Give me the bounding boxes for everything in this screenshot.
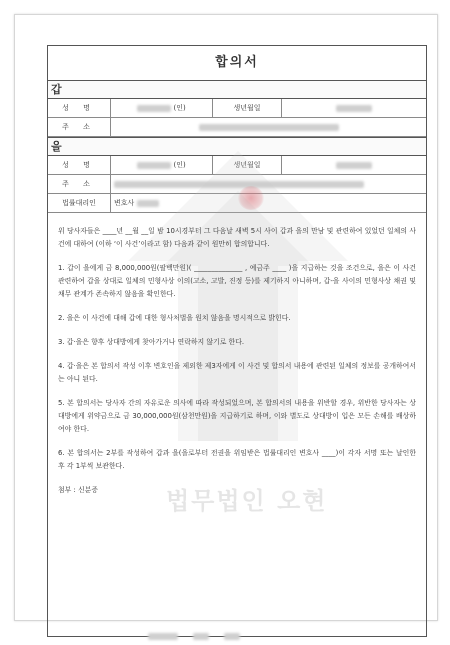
clause-2: 2. 을은 이 사건에 대해 갑에 대한 형사처벌을 원치 않음을 명시적으로 밝힌다.	[58, 314, 291, 322]
party-a-name-label: 성 명	[48, 99, 111, 118]
party-b-address-label: 주 소	[48, 175, 111, 194]
party-b-agent-cell	[111, 194, 427, 213]
party-a-table	[48, 99, 426, 137]
clause-1: 1. 갑이 을에게 금 8,000,000원(팔백만원)( ______________ , 예금주 ____ )을 지급하는 것을 조건으로, 을은 이 사건 관련하여 갑을 상대로 일체의 민형사상 이의(고소, 고발, 진정 등)를 제기하지 아니하며, 갑-을 사이의 민형사상 채권 및 채무 관계가 존속하지 않음을 확인한다.	[58, 264, 416, 298]
attachment-note: 첨부 : 신분증	[58, 486, 98, 494]
redacted-address	[114, 181, 364, 188]
redacted-birth	[336, 162, 372, 169]
party-b-name-cell	[111, 156, 213, 175]
party-b-agent-label: 법률대리인	[48, 194, 111, 213]
party-b-address-cell	[111, 175, 427, 194]
redacted-name	[137, 105, 171, 112]
redacted-name	[137, 162, 171, 169]
agreement-body	[48, 213, 426, 497]
party-b-table	[48, 156, 426, 213]
party-a-name-cell	[111, 99, 213, 118]
redacted-agent-name	[137, 200, 159, 207]
redacted-birth	[336, 105, 372, 112]
agent-prefix: 변호사	[114, 199, 135, 207]
document-page	[14, 14, 438, 621]
party-a-birth-label: 생년월일	[213, 99, 282, 118]
watermark-text: 법무법인 오현	[166, 487, 328, 515]
redacted-date	[148, 626, 240, 645]
party-b-name-label: 성 명	[48, 156, 111, 175]
document-title: 합의서	[48, 46, 426, 81]
redacted-address	[199, 124, 339, 131]
intro-paragraph: 위 당사자들은 ____년 __월 __일 밤 10시경부터 그 다음날 새벽 5시 사이 갑과 을의 만남 및 관련하여 있었던 일체의 사건에 대하여 (이하 ‘이 사건’이라고 함) 다음과 같이 원만히 합의합니다.	[58, 227, 416, 248]
clause-4: 4. 갑·을은 본 합의서 작성 이후 변호인을 제외한 제3자에게 이 사건 및 합의서 내용에 관련된 일체의 정보를 공개하여서는 아니 된다.	[58, 362, 416, 383]
party-a-birth-cell	[282, 99, 427, 118]
clause-5: 5. 본 합의서는 당사자 간의 자유로운 의사에 따라 작성되었으며, 본 합의서의 내용을 위반할 경우, 위반한 당사자는 상대방에게 위약금으로 금 30,000,000원(삼천만원)을 지급하기로 하며, 이와 별도로 상대방이 입은 모든 손해를 배상하여야 한다.	[58, 399, 416, 433]
party-b-header: 을	[48, 137, 426, 156]
party-a-address-cell	[111, 118, 427, 137]
party-b-birth-label: 생년월일	[213, 156, 282, 175]
party-a-header: 갑	[48, 81, 426, 99]
seal-stamp	[238, 186, 264, 210]
party-b-seal: (인)	[173, 161, 186, 169]
agreement-sheet	[47, 45, 427, 637]
party-b-birth-cell	[282, 156, 427, 175]
party-a-seal: (인)	[173, 104, 186, 112]
clause-3: 3. 갑·을은 향후 상대방에게 찾아가거나 연락하지 않기로 한다.	[58, 338, 245, 346]
party-a-address-label: 주 소	[48, 118, 111, 137]
clause-6: 6. 본 합의서는 2부를 작성하여 갑과 을(을로부터 전권을 위임받은 법률대리인 변호사 ____)이 각자 서명 또는 날인한 후 각 1부씩 보관한다.	[58, 449, 416, 470]
